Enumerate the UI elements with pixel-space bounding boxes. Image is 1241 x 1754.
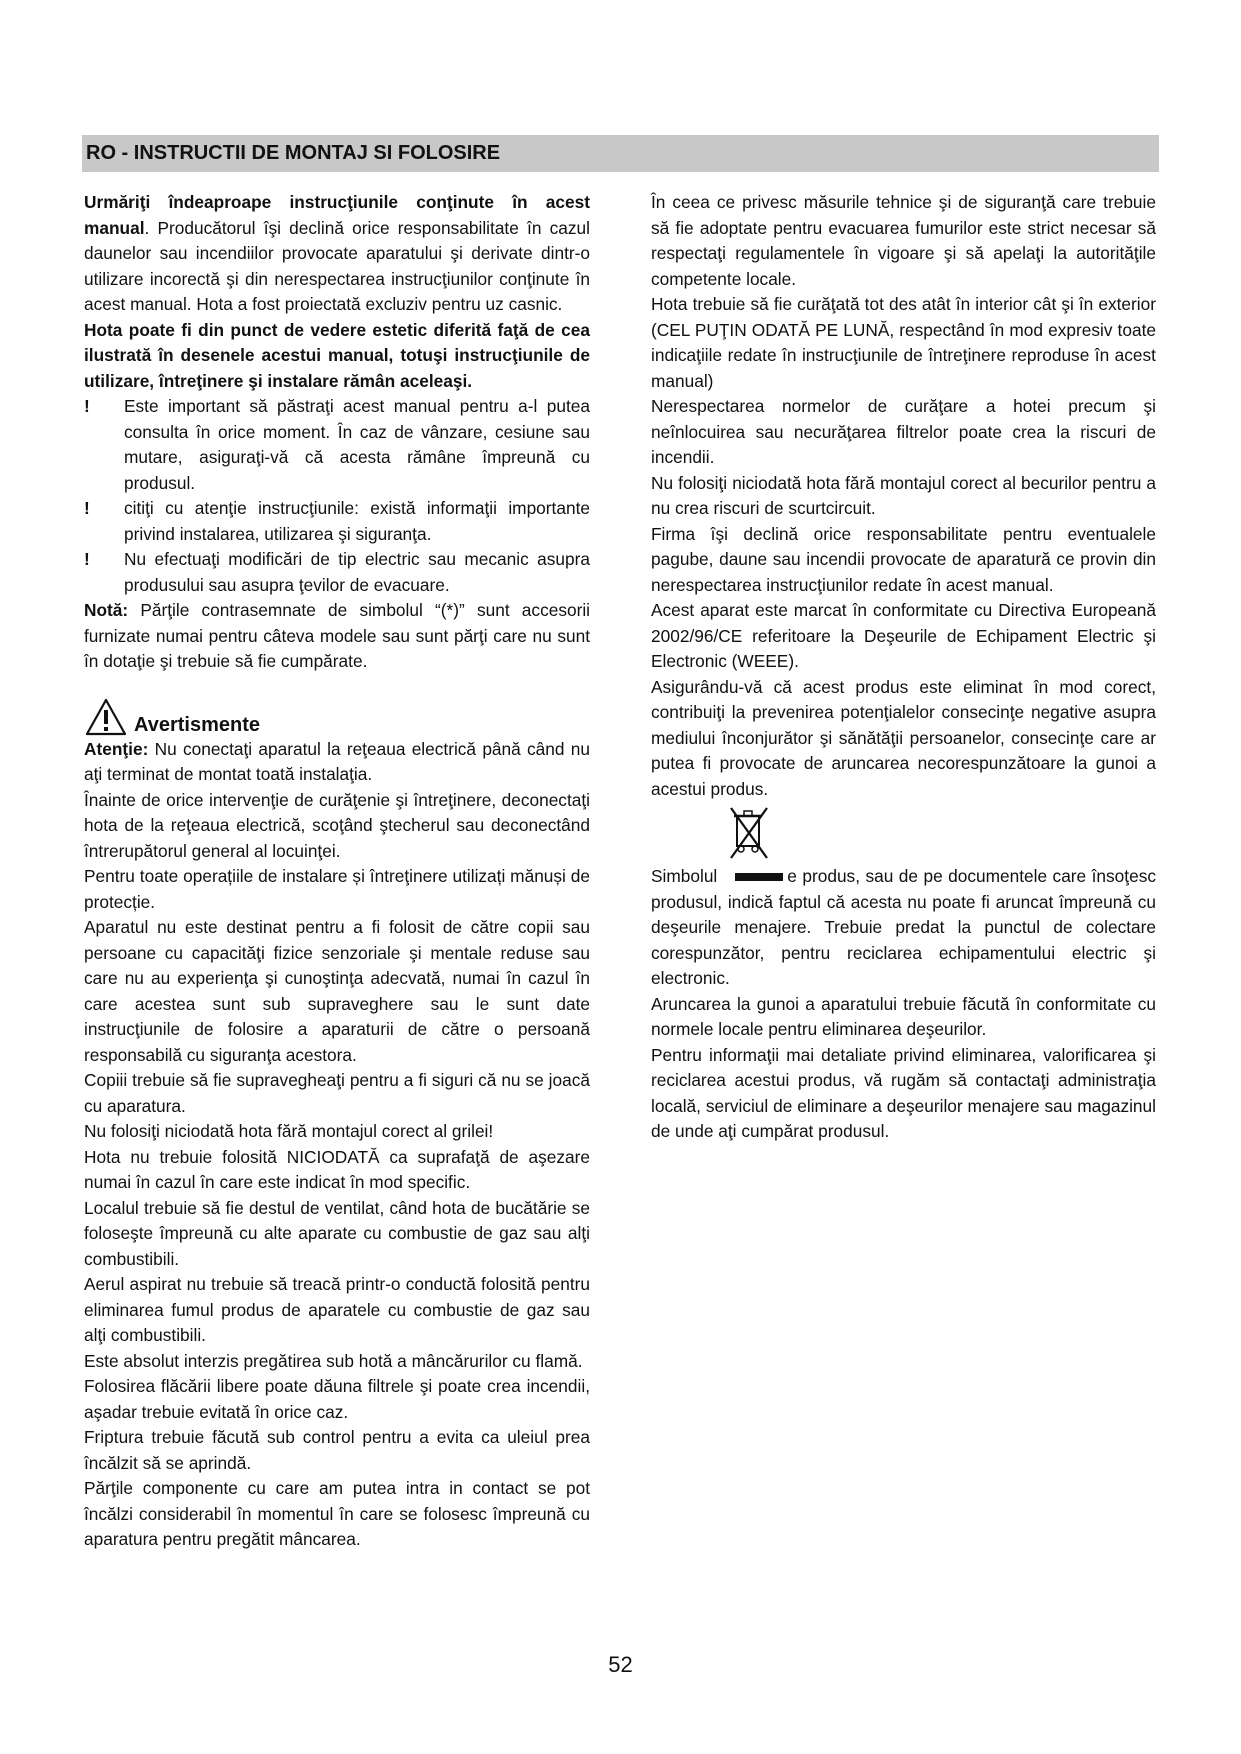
symbol-paragraph (651, 864, 1156, 992)
warning-paragraph: Copiii trebuie să fie supravegheaţi pentru a fi siguri că nu se joacă cu aparatura. (84, 1070, 590, 1116)
attention-label: Atenţie: (84, 738, 149, 759)
warning-paragraph: Este absolut interzis pregătirea sub hotă a mâncărurilor cu flamă. (84, 1350, 583, 1371)
warning-paragraph: Folosirea flăcării libere poate dăuna filtrele şi poate crea incendii, aşadar trebuie evitată în orice caz. (84, 1376, 590, 1422)
exclamation-icon: ! (84, 396, 90, 416)
warning-paragraph: Înainte de orice intervenţie de curăţenie şi întreţinere, deconectaţi hota de la reţeaua electrică, scoţând ştecherul sau deconectând întrerupătorul general al locuinţei. (84, 789, 590, 861)
symbol-prefix: Simbolul (651, 866, 718, 886)
accessories-note (84, 598, 590, 675)
attention-paragraph (84, 737, 590, 788)
right-paragraph: Nu folosiţi niciodată hota fără montajul corect al becurilor pentru a nu crea riscuri de scurtcircuit. (651, 472, 1156, 518)
warnings-title: Avertismente (134, 713, 260, 736)
right-paragraph: Asigurându-vă că acest produs este eliminat în mod corect, contribuiţi la prevenirea potenţialelor consecinţe negative asupra mediului înconjurător şi sănătăţii persoanelor, consecinţe care ar putea fi provocate de aruncarea necorespunzătoare la gunoi a acestui produs. (651, 676, 1156, 799)
bullet-item (84, 394, 590, 496)
warning-paragraph: Hota nu trebuie folosită NICIODATĂ ca suprafaţă de aşezare numai în cazul în care este indicat în mod specific. (84, 1146, 590, 1192)
exclamation-icon: ! (84, 549, 90, 569)
weee-symbol-area (651, 804, 1156, 864)
important-bullets (84, 394, 590, 598)
right-paragraph: Pentru informaţii mai detaliate privind eliminarea, valorificarea şi reciclarea acestui produs, vă rugăm să contactaţi administraţia locală, serviciul de eliminare a deşeurilor menajere sau magazinul de unde aţi cumpărat produsul. (651, 1044, 1156, 1141)
left-column (84, 190, 590, 1553)
warning-triangle-icon (84, 697, 128, 737)
intro-bold: Urmăriţi îndeaproape instrucţiunile conţinute în acest manual (84, 192, 590, 238)
right-paragraph: Acest aparat este marcat în conformitate cu Directiva Europeană 2002/96/CE referitoare la Deşeurile de Echipament Electric şi Electronic (WEEE). (651, 600, 1156, 671)
warning-paragraph: Aparatul nu este destinat pentru a fi folosit de către copii sau persoane cu capacităţi fizice senzoriale şi mentale reduse sau care nu au experienţa şi cunoştinţa adecvată, numai în cazul în care acestea sunt sub supraveghere sau le sunt date instrucţiunile de folosire a aparaturii de către o persoană responsabilă cu siguranţa acestora. (84, 917, 590, 1065)
note-label: Notă: (84, 600, 129, 620)
right-paragraph: Hota trebuie să fie curăţată tot des atât în interior cât şi în exterior (CEL PUŢIN ODATĂ PE LUNĂ, respectând în mod expresiv toate indicaţiile redate în instrucţiunile de întreţinere reproduse în acest manual) (651, 294, 1156, 391)
warning-paragraph: Friptura trebuie făcută sub control pentru a evita ca uleiul prea încălzit să se aprindă. (84, 1427, 590, 1473)
right-paragraph: În ceea ce privesc măsurile tehnice şi de siguranţă care trebuie să fie adoptate pentru evacuarea fumurilor este strict necesar să respectaţi regulamentele în vigoare şi să apelaţi la autorităţile competente locale. (651, 192, 1156, 289)
right-paragraph: Aruncarea la gunoi a aparatului trebuie făcută în conformitate cu normele locale pentru eliminarea deşeurilor. (651, 993, 1156, 1039)
page-number: 52 (608, 1652, 633, 1677)
symbol-suffix: e produs, sau de pe documentele care însoţesc produsul, indică faptul că acesta nu poate fi aruncat împreună cu deşeurile menajere. Trebuie predat la punctul de colectare corespunzător, pentru reciclarea echipamentului electric şi electronic. (651, 866, 1156, 988)
warning-paragraph: Localul trebuie să fie destul de ventilat, când hota de bucătărie se foloseşte împreună cu alte aparate cu combustie de gaz sau alţi combustibili. (84, 1197, 590, 1269)
bullet-text: citiţi cu atenţie instrucţiunile: există informaţii importante privind instalarea, utilizarea şi siguranţa. (124, 498, 590, 544)
section-title: RO - INSTRUCTII DE MONTAJ SI FOLOSIRE (86, 142, 501, 164)
warning-paragraph: Nu folosiţi niciodată hota fără montajul corect al grilei! (84, 1121, 494, 1141)
redacted-mark (735, 873, 783, 881)
design-note: Hota poate fi din punct de vedere estetic diferită faţă de cea ilustrată în desenele acestui manual, totuşi instrucţiunile de utilizare, întreţinere şi instalare rămân aceleaşi. (84, 319, 590, 391)
intro-text: . Producătorul îşi declină orice responsabilitate în cazul daunelor sau incendiilor provocate aparatului şi derivate dintr-o utilizare incorectă şi din nerespectarea instrucţiunilor conţinute în acest manual. Hota a fost proiectată excluziv pentru uz casnic. (84, 217, 590, 314)
exclamation-icon: ! (84, 498, 90, 518)
bullet-text: Este important să păstraţi acest manual pentru a-l putea consulta în orice moment. În caz de vânzare, cesiune sau mutare, asiguraţi-vă că acesta rămâne împreună cu produsul. (124, 396, 590, 493)
right-paragraph: Nerespectarea normelor de curăţare a hotei precum şi neînlocuirea sau necurăţarea filtrelor poate crea la riscuri de incendii. (651, 396, 1156, 467)
warning-paragraph: Părţile componente cu care am putea intra in contact se pot încălzi considerabil în momentul în care se folosesc împreună cu aparatura pentru pregătit mâncarea. (84, 1478, 590, 1549)
crossed-bin-icon (725, 804, 773, 862)
intro-paragraph (84, 190, 590, 318)
right-paragraph: Firma îşi declină orice responsabilitate pentru eventualele pagube, daune sau incendii provocate de aparatură ce provin din nerespectarea instrucţiunilor redate în acest manual. (651, 523, 1156, 595)
right-column (651, 190, 1156, 1145)
bullet-item (84, 496, 590, 547)
bullet-item (84, 547, 590, 598)
note-text: Părţile contrasemnate de simbolul “(*)” sunt accesorii furnizate numai pentru câteva modele sau sunt părţi care nu sunt în dotaţie şi trebuie să fie cumpărate. (84, 600, 590, 671)
warning-paragraph: Aerul aspirat nu trebuie să treacă printr-o conductă folosită pentru eliminarea fumul produs de aparatele cu combustie de gaz sau alţi combustibili. (84, 1274, 590, 1345)
warnings-heading (84, 689, 590, 737)
attention-text: Nu conectaţi aparatul la reţeaua electrică până când nu aţi terminat de montat toată instalaţia. (84, 738, 590, 784)
bullet-text: Nu efectuaţi modificări de tip electric sau mecanic asupra produsului sau asupra ţevilor de evacuare. (124, 549, 590, 595)
warning-paragraph: Pentru toate operațiile de instalare și întreţinere utilizați mănuși de protecție. (84, 866, 590, 912)
